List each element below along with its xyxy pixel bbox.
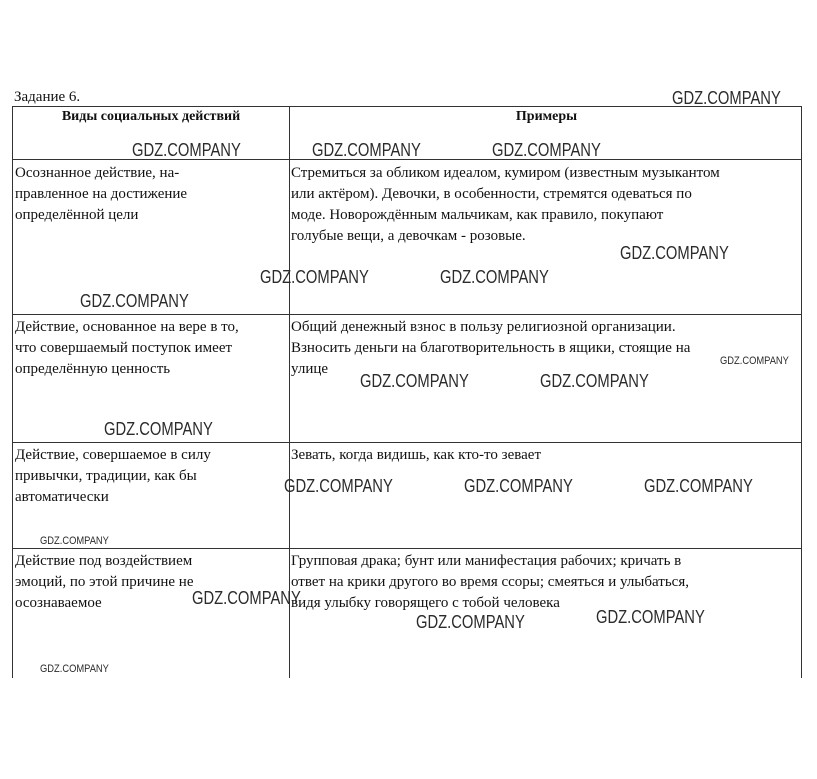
watermark: GDZ.COMPANY bbox=[40, 663, 109, 675]
watermark: GDZ.COMPANY bbox=[644, 476, 753, 496]
row-2-example: Общий денежный взнос в пользу религиозной организации. Взносить деньги на благотворительность в ящики, стоящие на улице bbox=[291, 319, 691, 377]
header-action-types: Виды социальных действий bbox=[61, 109, 241, 124]
watermark: GDZ.COMPANY bbox=[492, 140, 601, 160]
watermark: GDZ.COMPANY bbox=[464, 476, 573, 496]
watermark: GDZ.COMPANY bbox=[132, 140, 241, 160]
watermark: GDZ.COMPANY bbox=[360, 371, 469, 391]
row-divider bbox=[13, 548, 801, 549]
watermark: GDZ.COMPANY bbox=[40, 535, 109, 547]
watermark: GDZ.COMPANY bbox=[260, 267, 369, 287]
watermark: GDZ.COMPANY bbox=[620, 243, 729, 263]
row-3-type: Действие, совершаемое в силу привычки, традиции, как бы автоматически bbox=[15, 447, 211, 505]
row-4-example: Групповая драка; бунт или манифестация рабочих; кричать в ответ на крики другого во время ссоры; смеяться и улыбаться, видя улыбку говорящего с тобой человека bbox=[291, 553, 689, 611]
watermark: GDZ.COMPANY bbox=[192, 588, 301, 608]
watermark: GDZ.COMPANY bbox=[672, 88, 781, 108]
watermark: GDZ.COMPANY bbox=[720, 355, 789, 367]
row-3-example: Зевать, когда видишь, как кто-то зевает bbox=[291, 447, 541, 463]
row-divider bbox=[13, 442, 801, 443]
row-1-example: Стремиться за обликом идеалом, кумиром (известным музыкантом или актёром). Девочки, в особенности, стремятся одеваться по моде. Новорождённым мальчикам, как правило, покупают голубые вещи, а девочкам - розовые. bbox=[291, 165, 720, 244]
row-1-type: Осознанное действие, на- правленное на достижение определённой цели bbox=[15, 165, 188, 223]
row-divider bbox=[13, 314, 801, 315]
watermark: GDZ.COMPANY bbox=[284, 476, 393, 496]
watermark: GDZ.COMPANY bbox=[416, 612, 525, 632]
row-2-type: Действие, основанное на вере в то, что совершаемый поступок имеет определённую ценность bbox=[15, 319, 239, 377]
row-4-type: Действие под воздействием эмоций, по этой причине не осознаваемое bbox=[15, 553, 194, 611]
watermark: GDZ.COMPANY bbox=[440, 267, 549, 287]
watermark: GDZ.COMPANY bbox=[596, 607, 705, 627]
header-examples: Примеры bbox=[515, 109, 578, 124]
social-actions-table bbox=[12, 106, 802, 678]
task-title: Задание 6. bbox=[14, 89, 81, 105]
watermark: GDZ.COMPANY bbox=[312, 140, 421, 160]
watermark: GDZ.COMPANY bbox=[540, 371, 649, 391]
watermark: GDZ.COMPANY bbox=[80, 291, 189, 311]
watermark: GDZ.COMPANY bbox=[104, 419, 213, 439]
